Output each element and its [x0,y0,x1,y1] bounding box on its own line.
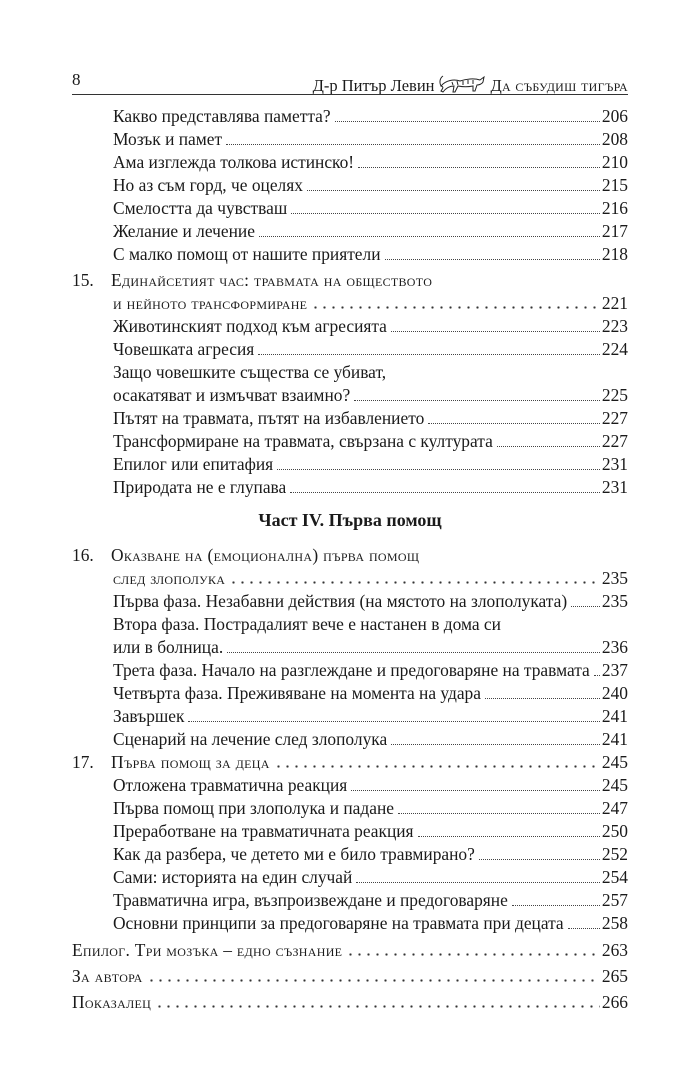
toc-entry-page: 224 [601,339,628,359]
toc-entry[interactable] [72,241,628,265]
toc-entry[interactable] [72,149,628,173]
toc-entry[interactable] [72,382,628,406]
toc-entry-title: Мозък и памет [113,129,223,149]
toc-entry-title: Трансформиране на травмата, свързана с културата [113,431,493,451]
dot-leader [351,790,600,791]
toc-entry[interactable] [72,126,628,150]
toc-entry-page: 225 [601,385,628,405]
toc-entry-title: Как да разбера, че детето ми е било травмирано? [113,844,475,864]
toc-entry-title: Животинският подход към агресията [113,316,387,336]
toc-entry-page: 254 [601,867,628,887]
toc-entry-page: 265 [601,966,628,986]
toc-entry[interactable] [72,680,628,704]
toc-entry-page: 250 [601,821,628,841]
toc-entry-page: 208 [601,129,628,149]
toc-back-entry[interactable] [72,937,628,961]
toc-entry-title: Завършек [113,706,185,726]
dot-leader [571,606,600,607]
chapter-17-entry[interactable] [72,749,628,773]
toc-entry-page: 223 [601,316,628,336]
toc-entry[interactable] [72,818,628,842]
dot-leader [354,400,600,401]
dot-leader [307,190,600,191]
dot-leader [568,928,600,929]
toc-entry-page: 257 [601,890,628,910]
chapter-16-heading[interactable] [72,542,628,566]
chapter-number: 17. [72,752,94,772]
running-head-title: Да събудиш тигъра [490,76,628,95]
running-head-author: Д-р Питър Левин [312,76,435,95]
dot-leader [155,1005,600,1008]
toc-entry[interactable] [72,405,628,429]
toc-entry[interactable] [72,772,628,796]
toc-entry-title: Отложена травматична реакция [113,775,348,795]
toc-entry-title: Сами: историята на един случай [113,867,353,887]
toc-entry-title: Преработване на травматичната реакция [113,821,414,841]
toc-entry-line[interactable] [72,611,628,635]
toc-entry[interactable] [72,726,628,750]
toc-entry[interactable] [72,864,628,888]
dot-leader [418,836,600,837]
toc-entry-line[interactable] [72,359,628,383]
toc-entry-page: 210 [601,152,628,172]
toc-entry[interactable] [72,634,628,658]
dot-leader [385,259,600,260]
toc-entry-page: 231 [601,454,628,474]
toc-entry-page: 241 [601,706,628,726]
toc-entry-title: Четвърта фаза. Преживяване на момента на удара [113,683,481,703]
toc-entry-title: Първа помощ при злополука и падане [113,798,394,818]
toc-entry-page: 227 [601,431,628,451]
toc-entry[interactable] [72,428,628,452]
toc-entry[interactable] [72,474,628,498]
toc-entry-title: Но аз съм горд, че оцелях [113,175,303,195]
toc-entry[interactable] [72,103,628,127]
toc-entry[interactable] [72,841,628,865]
toc-entry[interactable] [72,703,628,727]
toc-entry-title: Епилог. Три мозъка – едно съзнание [72,940,343,960]
dot-leader [227,652,600,653]
toc-entry-title: Смелостта да чувстваш [113,198,288,218]
chapter-title-line: Оказване на (емоционална) първа помощ [111,545,420,565]
toc-entry-title: Трета фаза. Начало на разглеждане и предоговаряне на травмата [113,660,590,680]
toc-entry-page: 215 [601,175,628,195]
toc-entry-title: За автора [72,966,143,986]
dot-leader [258,354,600,355]
dot-leader [290,492,600,493]
toc-entry[interactable] [72,218,628,242]
toc-entry-page: 247 [601,798,628,818]
toc-entry[interactable] [72,887,628,911]
dot-leader [147,979,600,982]
toc-entry-page: 221 [601,293,628,313]
dot-leader [485,698,600,699]
toc-entry-page: 245 [601,775,628,795]
dot-leader [497,446,600,447]
toc-entry-page: 231 [601,477,628,497]
toc-back-entry[interactable] [72,989,628,1013]
dot-leader [428,423,600,424]
toc-entry-page: 206 [601,106,628,126]
dot-leader [229,581,600,584]
dot-leader [512,905,600,906]
toc-entry-title: Човешката агресия [113,339,255,359]
toc-entry-title: Природата не е глупава [113,477,287,497]
toc-entry[interactable] [72,195,628,219]
toc-entry[interactable] [72,313,628,337]
dot-leader [226,144,600,145]
toc-entry[interactable] [72,336,628,360]
dot-leader [188,721,599,722]
part-4-title: Част IV. Първа помощ [258,510,442,530]
toc-entry-title: Епилог или епитафия [113,454,274,474]
page-number: 8 [72,70,81,89]
tiger-icon [438,70,486,96]
toc-entry-page: 236 [601,637,628,657]
chapter-15-heading[interactable] [72,267,628,291]
toc-entry-title: Травматична игра, възпроизвеждане и предоговаряне [113,890,508,910]
toc-entry-page: 252 [601,844,628,864]
toc-entry-page: 237 [601,660,628,680]
toc-entry-title: Втора фаза. Пострадалият вече е настанен в дома си [113,614,501,634]
dot-leader [479,859,600,860]
chapter-title-line: Първа помощ за деца [111,752,270,772]
toc-entry-title: С малко помощ от нашите приятели [113,244,381,264]
toc-entry-page: 263 [601,940,628,960]
dot-leader [259,236,600,237]
toc-entry-title: Желание и лечение [113,221,255,241]
toc-entry-title: или в болница. [113,637,224,657]
page-header [72,56,628,96]
dot-leader [274,765,600,768]
toc-entry-title: осакатяват и измъчват взаимно? [113,385,351,405]
toc-entry-page: 266 [601,992,628,1012]
toc-entry[interactable] [72,795,628,819]
toc-entry-page: 218 [601,244,628,264]
toc-entry-page: 258 [601,913,628,933]
chapter-15-entry[interactable] [72,290,628,314]
toc-entry-page: 227 [601,408,628,428]
toc-entry-page: 235 [601,591,628,611]
toc-entry-page: 241 [601,729,628,749]
chapter-16-entry[interactable] [72,565,628,589]
chapter-title-line: и нейното трансформиране [113,293,308,313]
chapter-title-line: Единайсетият час: травмата на обществото [111,270,433,290]
toc-entry-title: Показалец [72,992,152,1012]
chapter-title-line: след злополука [113,568,226,588]
toc-entry[interactable] [72,910,628,934]
toc-entry-page: 245 [601,752,628,772]
toc-entry-page: 240 [601,683,628,703]
toc-entry-title: Какво представлява паметта? [113,106,331,126]
dot-leader [391,331,600,332]
toc-entry[interactable] [72,172,628,196]
dot-leader [291,213,600,214]
toc-entry-page: 217 [601,221,628,241]
toc-entry-title: Пътят на травмата, пътят на избавлението [113,408,425,428]
toc-entry[interactable] [72,588,628,612]
dot-leader [358,167,600,168]
toc-entry[interactable] [72,657,628,681]
toc-entry-page: 216 [601,198,628,218]
toc-entry-title: Защо човешките същества се убиват, [113,362,387,382]
dot-leader [335,121,600,122]
chapter-number: 16. [72,545,94,565]
dot-leader [311,306,600,309]
dot-leader [277,469,600,470]
toc-back-entry[interactable] [72,963,628,987]
toc-entry-title: Основни принципи за предоговаряне на травмата при децата [113,913,564,933]
toc-entry-title: Първа фаза. Незабавни действия (на мястото на злополуката) [113,591,568,611]
chapter-number: 15. [72,270,94,290]
toc-entry-title: Сценарий на лечение след злополука [113,729,388,749]
toc-entry-title: Ама изглежда толкова истинско! [113,152,355,172]
toc-entry[interactable] [72,451,628,475]
dot-leader [346,953,600,956]
toc-entry-page: 235 [601,568,628,588]
header-rule [72,94,628,95]
dot-leader [398,813,600,814]
running-head [313,70,628,96]
dot-leader [356,882,600,883]
dot-leader [391,744,600,745]
